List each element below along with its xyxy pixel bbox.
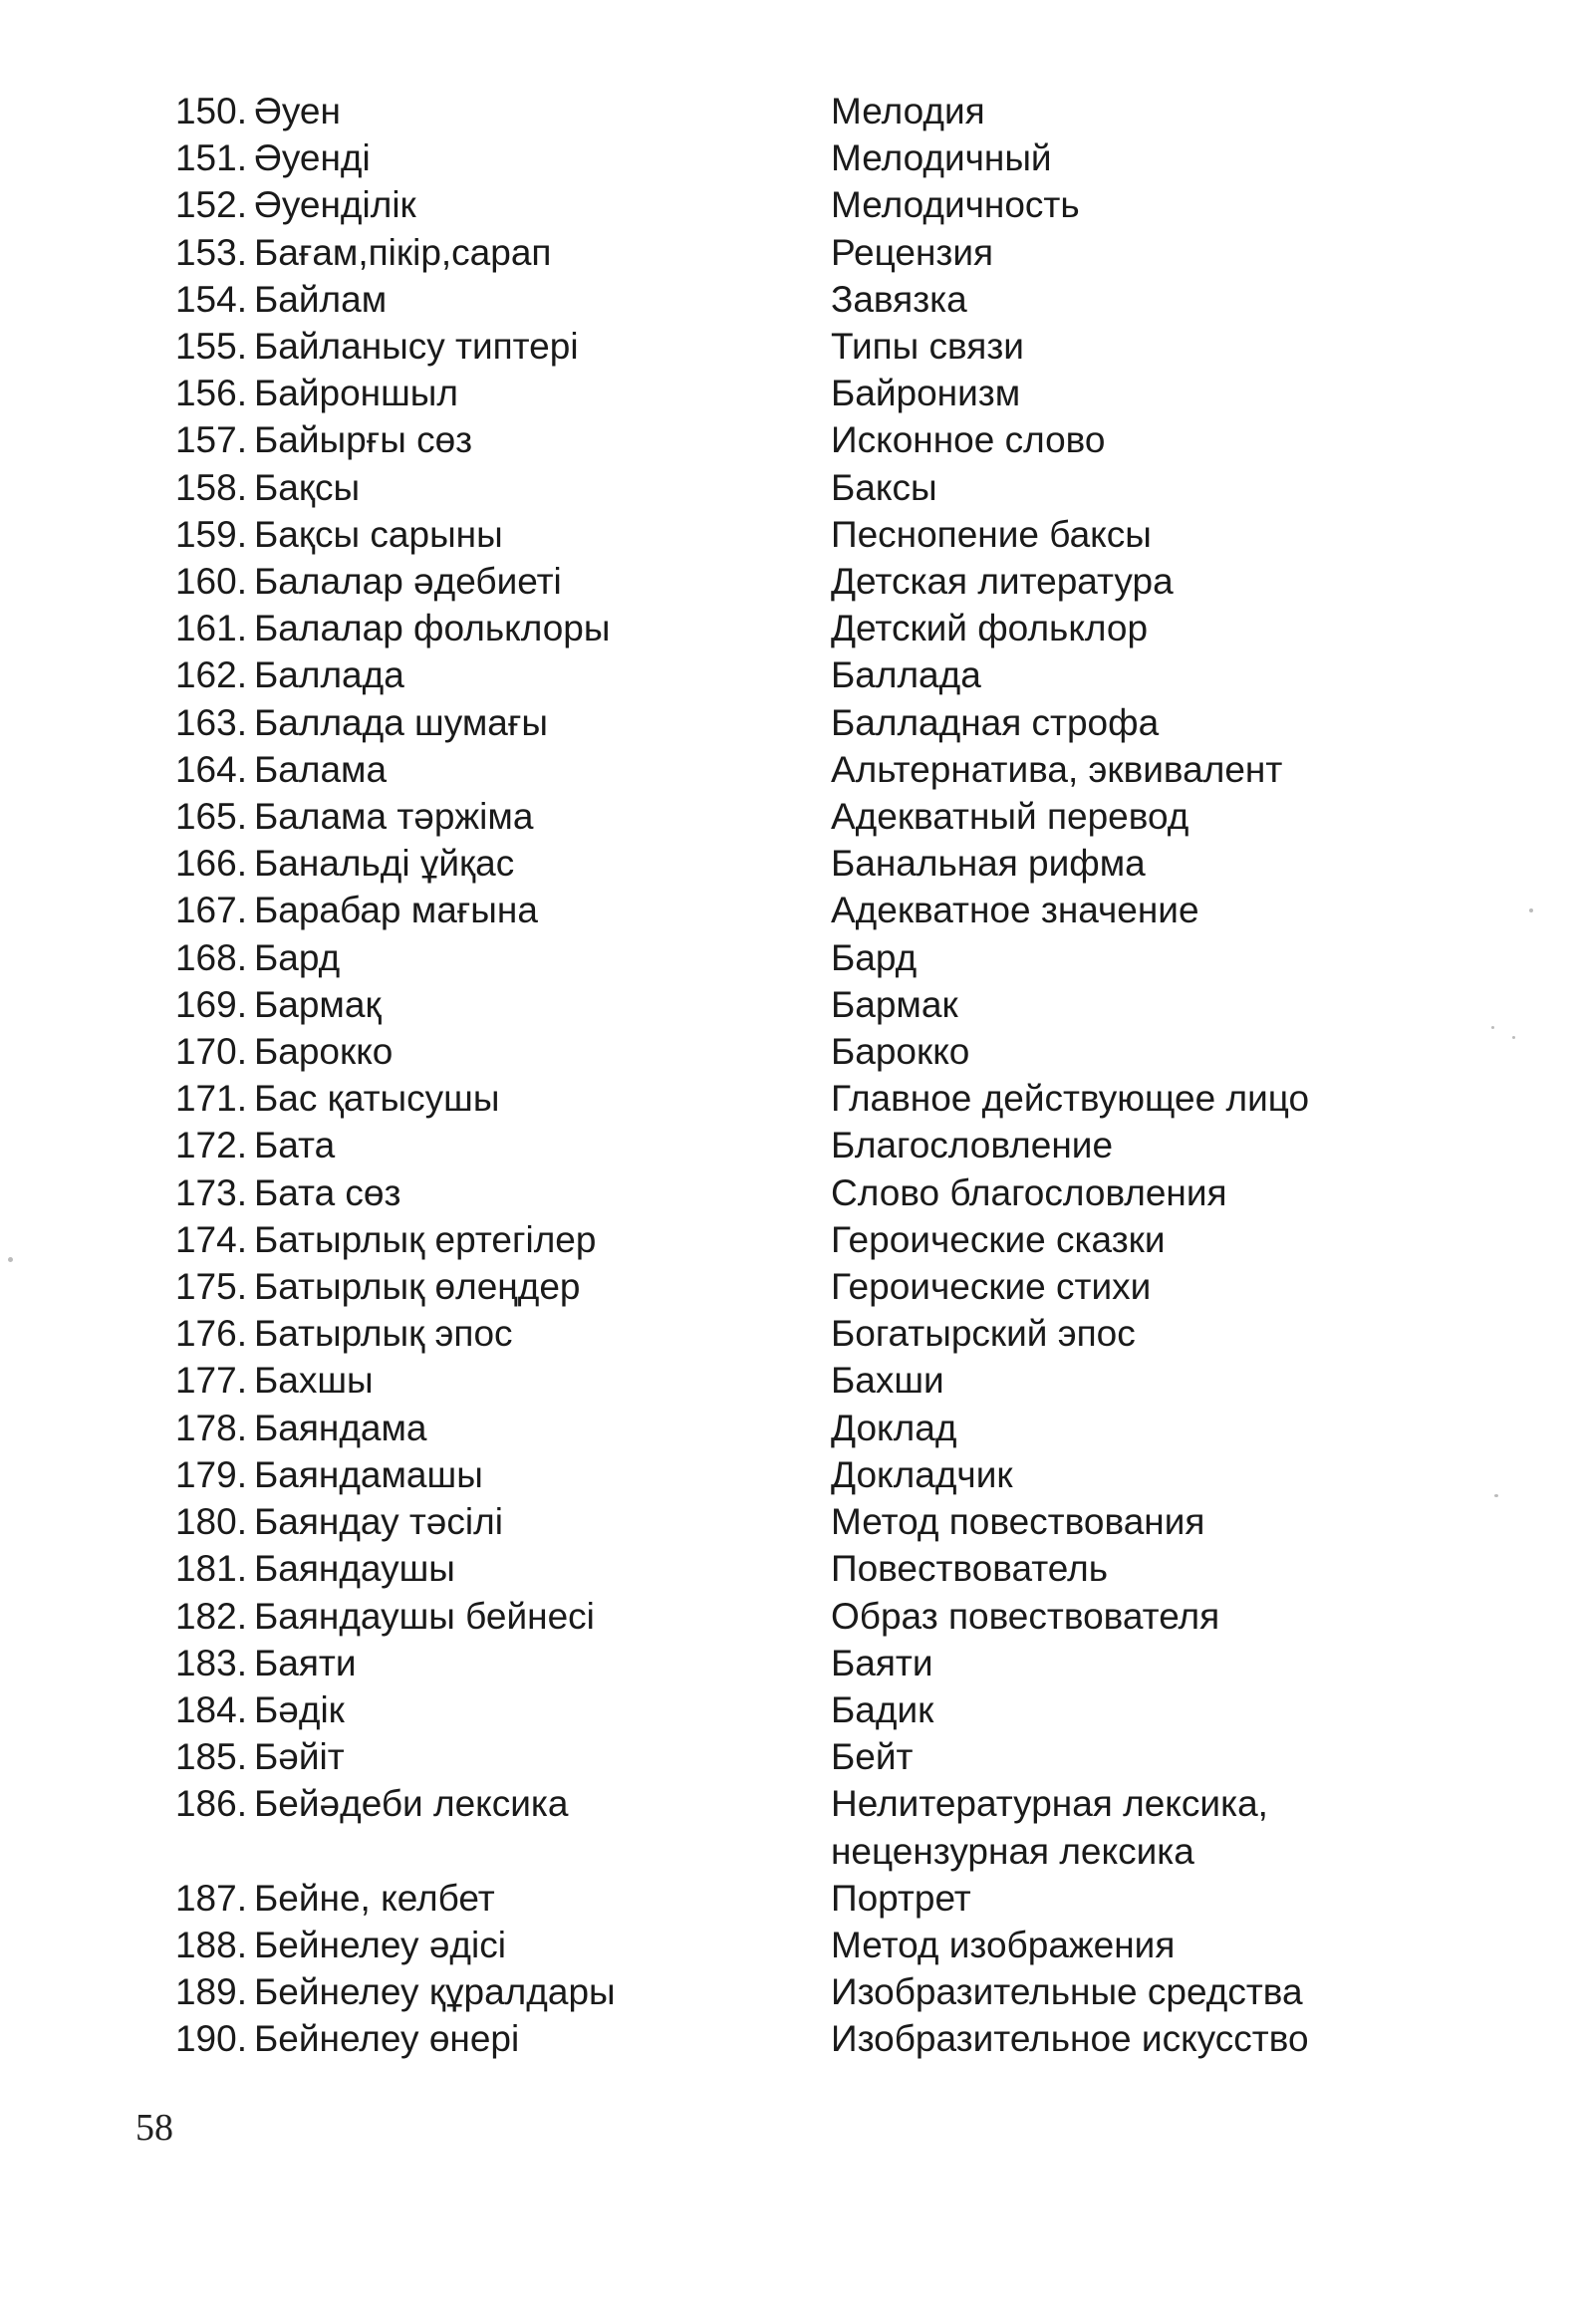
kazakh-term [247, 1922, 831, 1968]
kazakh-term-text: Барабар мағына [254, 890, 538, 931]
glossary-entry [130, 793, 1425, 840]
russian-term: Изобразительные средства [831, 1971, 1303, 2013]
russian-term: Героические сказки [831, 1218, 1166, 1260]
glossary-entry [130, 1216, 1425, 1263]
glossary-entry [130, 887, 1425, 933]
glossary-entry [130, 1028, 1425, 1075]
glossary-entry [130, 1640, 1425, 1686]
kazakh-term [247, 181, 831, 228]
kazakh-term [247, 1733, 831, 1780]
kazakh-term [247, 1357, 831, 1404]
entry-number: 153. [174, 231, 247, 273]
entry-number: 160. [174, 561, 247, 603]
kazakh-term [247, 1968, 831, 2015]
scan-speck [1494, 1494, 1498, 1497]
kazakh-term-text: Бейнелеу құралдары [254, 1971, 616, 2013]
kazakh-term [247, 746, 831, 793]
russian-term: Бард [831, 936, 918, 978]
glossary-entry [130, 1922, 1425, 1968]
page-number: 58 [135, 2107, 173, 2149]
glossary-entry [130, 1310, 1425, 1357]
glossary-entry [130, 511, 1425, 558]
entry-number: 175. [174, 1266, 247, 1308]
kazakh-term [247, 1075, 831, 1122]
russian-term: Исконное слово [831, 419, 1106, 461]
russian-term: Метод повествования [831, 1501, 1205, 1543]
russian-term: Баяти [831, 1642, 933, 1683]
entry-number: 179. [174, 1453, 247, 1495]
kazakh-term [247, 1169, 831, 1216]
russian-term: Адекватный перевод [831, 796, 1189, 838]
glossary-entry [130, 276, 1425, 323]
kazakh-term-text: Бәдік [254, 1688, 345, 1730]
russian-term: Образ повествователя [831, 1595, 1220, 1637]
russian-term: Детская литература [831, 561, 1174, 603]
kazakh-term [247, 1451, 831, 1498]
kazakh-term-text: Баллада шумағы [254, 701, 548, 743]
kazakh-term-text: Бейнелеу әдісі [254, 1924, 506, 1965]
entry-number: 165. [174, 796, 247, 838]
russian-term: Банальная рифма [831, 843, 1146, 885]
kazakh-term [247, 934, 831, 981]
glossary-entry [130, 840, 1425, 887]
entry-number: 155. [174, 326, 247, 368]
entry-number: 186. [174, 1783, 247, 1825]
kazakh-term [247, 323, 831, 370]
kazakh-term [247, 464, 831, 511]
kazakh-term-text: Баяти [254, 1642, 357, 1683]
russian-term: Главное действующее лицо [831, 1078, 1310, 1120]
russian-term: Типы связи [831, 326, 1024, 368]
kazakh-term [247, 1640, 831, 1686]
kazakh-term [247, 276, 831, 323]
kazakh-term-text: Бейәдеби лексика [254, 1783, 569, 1825]
kazakh-term-text: Бейнелеу өнері [254, 2018, 520, 2060]
kazakh-term-text: Әуен [254, 91, 341, 131]
russian-term: Нелитературная лексика, нецензурная лексика [831, 1783, 1268, 1872]
glossary-entry [130, 2015, 1425, 2062]
kazakh-term-text: Бармақ [254, 983, 382, 1025]
kazakh-term [247, 1545, 831, 1592]
entry-number: 176. [174, 1313, 247, 1355]
glossary-entry [130, 1780, 1425, 1874]
entry-number: 162. [174, 654, 247, 696]
kazakh-term [247, 511, 831, 558]
russian-term: Благословление [831, 1125, 1114, 1166]
glossary-entry [130, 981, 1425, 1028]
kazakh-term-text: Бата [254, 1125, 336, 1166]
kazakh-term [247, 1686, 831, 1733]
russian-term: Бадик [831, 1688, 934, 1730]
entry-number: 188. [174, 1924, 247, 1965]
glossary-entry [130, 605, 1425, 651]
entry-number: 182. [174, 1595, 247, 1637]
glossary-entry [130, 181, 1425, 228]
kazakh-term [247, 558, 831, 605]
kazakh-term-text: Бата сөз [254, 1171, 401, 1213]
glossary-entry [130, 1968, 1425, 2015]
kazakh-term [247, 1122, 831, 1168]
kazakh-term-text: Балама [254, 748, 388, 790]
entry-number: 166. [174, 843, 247, 885]
entry-number: 171. [174, 1078, 247, 1120]
glossary-entry [130, 1122, 1425, 1168]
glossary-entry [130, 1733, 1425, 1780]
kazakh-term-text: Балалар әдебиеті [254, 561, 562, 603]
russian-term: Баллада [831, 654, 981, 696]
glossary-entry [130, 1357, 1425, 1404]
russian-term: Метод изображения [831, 1924, 1176, 1965]
kazakh-term-text: Баяндаушы [254, 1548, 455, 1590]
russian-term: Мелодия [831, 91, 985, 131]
russian-term: Рецензия [831, 231, 994, 273]
glossary-entry [130, 416, 1425, 463]
glossary-entry [130, 1593, 1425, 1640]
entry-number: 177. [174, 1360, 247, 1402]
kazakh-term-text: Баяндаушы бейнесі [254, 1595, 595, 1637]
entry-number: 173. [174, 1171, 247, 1213]
kazakh-term-text: Бард [254, 936, 341, 978]
entry-number: 161. [174, 608, 247, 649]
russian-term: Байронизм [831, 373, 1021, 414]
russian-term: Бармак [831, 983, 958, 1025]
kazakh-term [247, 981, 831, 1028]
glossary-entry [130, 1451, 1425, 1498]
glossary-entry [130, 1498, 1425, 1545]
glossary-entry [130, 1405, 1425, 1451]
kazakh-term-text: Батырлық өлеңдер [254, 1266, 581, 1308]
entry-number: 189. [174, 1971, 247, 2013]
glossary-entry [130, 1263, 1425, 1310]
kazakh-term [247, 1216, 831, 1263]
entry-number: 150. [174, 91, 247, 131]
glossary-entry [130, 229, 1425, 276]
kazakh-term-text: Балалар фольклоры [254, 608, 611, 649]
entry-number: 190. [174, 2018, 247, 2060]
entry-number: 156. [174, 373, 247, 414]
kazakh-term [247, 1263, 831, 1310]
entry-number: 170. [174, 1031, 247, 1073]
russian-term: Балладная строфа [831, 701, 1160, 743]
glossary-entry [130, 1075, 1425, 1122]
kazakh-term [247, 1593, 831, 1640]
entry-number: 157. [174, 419, 247, 461]
russian-term: Барокко [831, 1031, 970, 1073]
kazakh-term-text: Батырлық эпос [254, 1313, 513, 1355]
entry-number: 183. [174, 1642, 247, 1683]
russian-term: Детский фольклор [831, 608, 1149, 649]
kazakh-term-text: Бәйіт [254, 1736, 345, 1778]
kazakh-term [247, 1875, 831, 1922]
kazakh-term-text: Байланысу типтері [254, 326, 579, 368]
entry-number: 159. [174, 513, 247, 555]
entry-number: 169. [174, 983, 247, 1025]
glossary-entry [130, 370, 1425, 416]
glossary-entry [130, 1686, 1425, 1733]
kazakh-term [247, 1498, 831, 1545]
entry-number: 154. [174, 278, 247, 320]
entry-number: 174. [174, 1218, 247, 1260]
kazakh-term-text: Әуенділік [254, 184, 416, 226]
russian-term: Завязка [831, 278, 967, 320]
entry-number: 187. [174, 1877, 247, 1919]
kazakh-term [247, 88, 831, 134]
kazakh-term-text: Банальді ұйқас [254, 843, 515, 885]
kazakh-term-text: Бағам,пікір,сарап [254, 231, 552, 273]
kazakh-term [247, 840, 831, 887]
entry-number: 185. [174, 1736, 247, 1778]
scan-speck [8, 1257, 13, 1262]
kazakh-term-text: Байлам [254, 278, 388, 320]
entry-number: 163. [174, 701, 247, 743]
glossary-entry [130, 1545, 1425, 1592]
russian-term: Портрет [831, 1877, 971, 1919]
russian-term: Бахши [831, 1360, 944, 1402]
kazakh-term [247, 605, 831, 651]
glossary-entry [130, 134, 1425, 181]
glossary-entry [130, 88, 1425, 134]
entry-number: 151. [174, 137, 247, 179]
kazakh-term [247, 651, 831, 698]
scan-speck [1529, 908, 1533, 912]
russian-term: Изобразительное искусство [831, 2018, 1309, 2060]
kazakh-term [247, 1310, 831, 1357]
kazakh-term-text: Бақсы сарыны [254, 513, 503, 555]
kazakh-term [247, 416, 831, 463]
glossary-entry [130, 1875, 1425, 1922]
kazakh-term-text: Барокко [254, 1031, 394, 1073]
russian-term: Мелодичный [831, 137, 1052, 179]
glossary-entry [130, 1169, 1425, 1216]
kazakh-term-text: Бейне, келбет [254, 1877, 495, 1919]
kazakh-term-text: Баллада [254, 654, 404, 696]
russian-term: Баксы [831, 466, 937, 508]
entry-number: 167. [174, 890, 247, 931]
kazakh-term-text: Баяндама [254, 1407, 427, 1448]
kazakh-term [247, 134, 831, 181]
entry-number: 181. [174, 1548, 247, 1590]
glossary-entry [130, 651, 1425, 698]
russian-term: Мелодичность [831, 184, 1080, 226]
kazakh-term-text: Бахшы [254, 1360, 374, 1402]
entry-number: 164. [174, 748, 247, 790]
kazakh-term-text: Бақсы [254, 466, 361, 508]
scan-speck [1491, 1026, 1494, 1029]
kazakh-term [247, 887, 831, 933]
glossary-entry [130, 934, 1425, 981]
kazakh-term [247, 699, 831, 746]
kazakh-term-text: Балама тәржіма [254, 796, 534, 838]
glossary-list [130, 88, 1425, 2063]
entry-number: 178. [174, 1407, 247, 1448]
entry-number: 158. [174, 466, 247, 508]
russian-term: Богатырский эпос [831, 1313, 1136, 1355]
russian-term: Слово благословления [831, 1171, 1227, 1213]
russian-term: Докладчик [831, 1453, 1013, 1495]
glossary-entry [130, 464, 1425, 511]
kazakh-term [247, 1028, 831, 1075]
kazakh-term-text: Батырлық ертегілер [254, 1218, 597, 1260]
entry-number: 180. [174, 1501, 247, 1543]
russian-term: Песнопение баксы [831, 513, 1152, 555]
kazakh-term [247, 2015, 831, 2062]
entry-number: 152. [174, 184, 247, 226]
kazakh-term [247, 1405, 831, 1451]
russian-term: Повествователь [831, 1548, 1109, 1590]
kazakh-term [247, 229, 831, 276]
glossary-entry [130, 558, 1425, 605]
kazakh-term-text: Баяндау тәсілі [254, 1501, 503, 1543]
kazakh-term [247, 370, 831, 416]
scan-speck [1512, 1036, 1515, 1039]
kazakh-term-text: Байроншыл [254, 373, 458, 414]
glossary-entry [130, 323, 1425, 370]
russian-term: Адекватное значение [831, 890, 1199, 931]
entry-number: 172. [174, 1125, 247, 1166]
russian-term: Доклад [831, 1407, 957, 1448]
russian-term: Альтернатива, эквивалент [831, 748, 1283, 790]
kazakh-term-text: Байырғы сөз [254, 419, 473, 461]
entry-number: 168. [174, 936, 247, 978]
glossary-entry [130, 699, 1425, 746]
kazakh-term-text: Баяндамашы [254, 1453, 483, 1495]
kazakh-term-text: Әуенді [254, 137, 371, 179]
kazakh-term [247, 1780, 831, 1827]
glossary-entry [130, 746, 1425, 793]
kazakh-term-text: Бас қатысушы [254, 1078, 500, 1120]
kazakh-term [247, 793, 831, 840]
russian-term: Бейт [831, 1736, 914, 1778]
russian-term: Героические стихи [831, 1266, 1152, 1308]
entry-number: 184. [174, 1688, 247, 1730]
